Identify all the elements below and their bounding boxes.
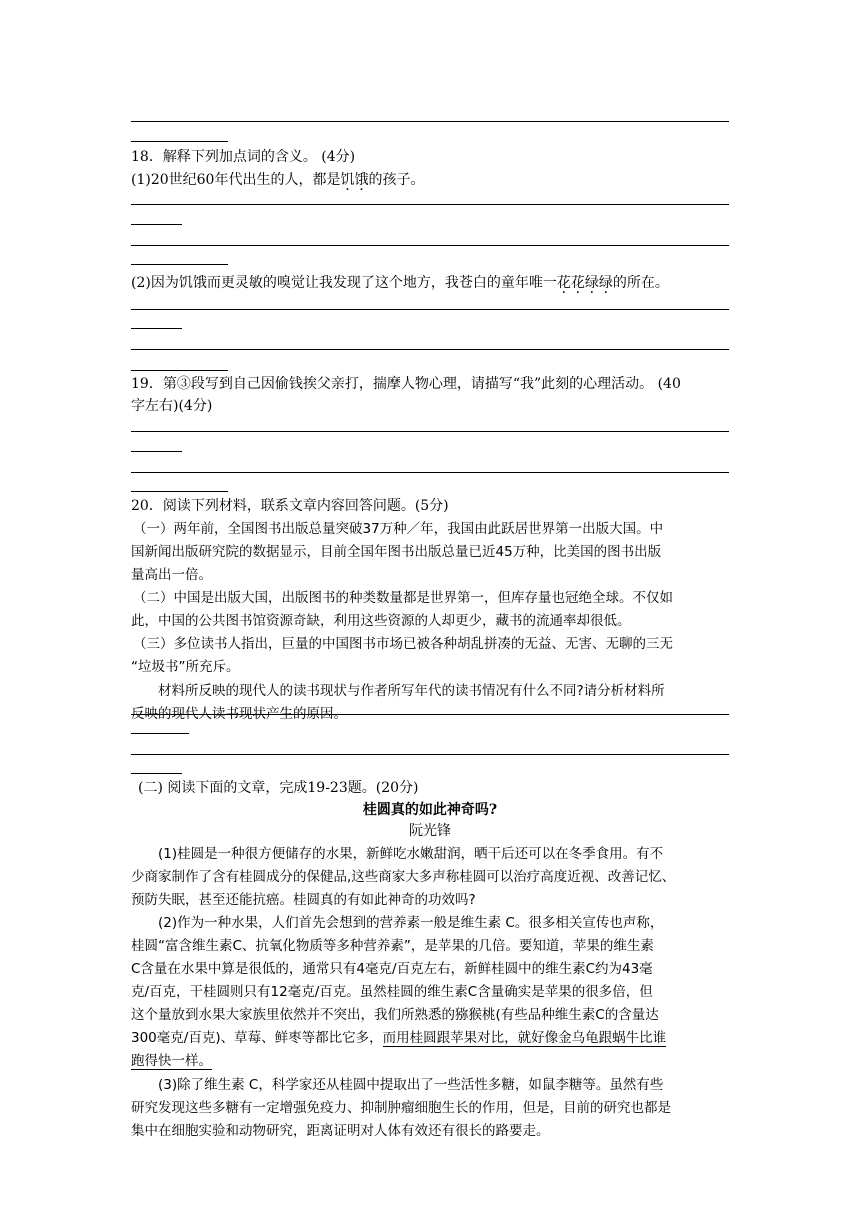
- material-2-line-2: 此，中国的公共图书馆资源奇缺，利用这些资源的人却更少，藏书的流通率却很低。: [131, 613, 631, 629]
- answer-line-tail: [131, 491, 228, 492]
- paragraph-1-line-2: 少商家制作了含有桂圆成分的保健品,这些商家大多声称桂圆可以治疗高度近视、改善记忆、: [131, 869, 676, 885]
- paragraph-3-line-3: 集中在细胞实验和动物研究，距离证明对人体有效还有很长的路要走。: [131, 1123, 550, 1139]
- answer-line-tail: [131, 328, 182, 329]
- answer-line: [131, 754, 729, 755]
- dotted-char: 饿: [354, 172, 369, 188]
- q18-stem: 18．解释下列加点词的含义。 (4分): [131, 149, 356, 165]
- answer-line-tail: [131, 141, 228, 142]
- q18-item-1-tail: 的孩子。: [368, 172, 425, 188]
- material-1-line-2: 国新闻出版研究院的数据显示，目前全国年图书出版总量已近45万种，比美国的图书出版: [131, 544, 662, 560]
- dotted-char: 花: [570, 275, 585, 291]
- material-3-line-1: （三）多位读书人指出，巨量的中国图书市场已被各种胡乱拼凑的无益、无害、无聊的三无: [133, 636, 673, 652]
- answer-line: [131, 121, 729, 122]
- underlined-sentence: 而用桂圆跟苹果对比，就好像金乌龟跟蜗牛比谁: [382, 1030, 667, 1046]
- answer-line: [131, 309, 729, 310]
- answer-line: [131, 431, 729, 432]
- q18-item-2-tail: 的所在。: [612, 275, 669, 291]
- dotted-char: 花: [556, 275, 571, 291]
- material-1-line-3: 量高出一倍。: [131, 567, 212, 583]
- answer-line: [131, 349, 729, 350]
- answer-line: [131, 245, 729, 246]
- q18-item-2-text: (2)因为饥饿而更灵敏的嗅觉让我发现了这个地方，我苍白的童年唯一: [131, 275, 557, 291]
- paragraph-2-line-1: (2)作为一种水果，人们首先会想到的营养素一般是维生素 C。很多相关宣传也声称，: [158, 915, 664, 931]
- material-1-line-1: （一）两年前，全国图书出版总量突破37万种／年，我国由此跃居世界第一出版大国。中: [133, 521, 664, 537]
- paragraph-2-line-7: [131, 1050, 729, 1072]
- q20-prompt-line-1: 材料所反映的现代人的读书现状与作者所写年代的读书情况有什么不同?请分析材料所: [158, 683, 665, 699]
- article-title: 桂圆真的如此神奇吗?: [362, 802, 498, 818]
- dotted-char: 绿: [598, 275, 613, 291]
- section-header: (二) 阅读下面的文章，完成19-23题。(20分): [138, 780, 419, 796]
- q20-prompt-line-2: 反映的现代人读书现状产生的原因。: [131, 706, 347, 722]
- paragraph-2-line-5: 这个量放到水果大家族里依然并不突出，我们所熟悉的猕猴桃(有些品种维生素C的含量达: [131, 1007, 659, 1023]
- article-author: 阮光锋: [409, 823, 451, 839]
- q18-item-2: [131, 272, 729, 294]
- answer-line: [131, 714, 729, 715]
- answer-line-tail: [131, 370, 228, 371]
- dotted-char: 绿: [584, 275, 599, 291]
- paragraph-1-line-1: (1)桂圆是一种很方便储存的水果，新鲜吃水嫩甜润，晒干后还可以在冬季食用。有不: [158, 846, 664, 862]
- q19-stem-line-2: 字左右)(4分): [131, 398, 213, 414]
- q18-item-1-text: (1)20世纪60年代出生的人，都是: [131, 172, 341, 188]
- paragraph-3-line-2: 研究发现这些多糖有一定增强免疫力、抑制肿瘤细胞生长的作用，但是，目前的研究也都是: [131, 1100, 671, 1116]
- q19-stem-line-1: 19．第③段写到自己因偷钱挨父亲打，揣摩人物心理，请描写“我”此刻的心理活动。 (40: [131, 376, 681, 392]
- material-2-line-1: （二）中国是出版大国，出版图书的种类数量都是世界第一，但库存量也冠绝全球。不仅如: [133, 590, 673, 606]
- material-3-line-2: “垃圾书”所充斥。: [131, 659, 240, 675]
- answer-line-tail: [131, 264, 228, 265]
- answer-line-tail: [131, 733, 189, 734]
- answer-line-tail: [131, 451, 182, 452]
- paragraph-2-line-2: 桂圆“富含维生素C、抗氧化物质等多种营养素”，是苹果的几倍。要知道，苹果的维生素: [131, 938, 654, 954]
- paragraph-2-line-4: 克/百克，干桂圆则只有12毫克/百克。虽然桂圆的维生素C含量确实是苹果的很多倍，但: [131, 984, 653, 1000]
- paragraph-2-line-6: [131, 1027, 729, 1049]
- answer-line-tail: [131, 773, 182, 774]
- paragraph-1-line-3: 预防失眠，甚至还能抗癌。桂圆真的有如此神奇的功效吗?: [131, 892, 476, 908]
- answer-line-tail: [131, 224, 182, 225]
- paragraph-2-line-3: C含量在水果中算是很低的，通常只有4毫克/百克左右，新鲜桂圆中的维生素C约为43毫: [131, 961, 653, 977]
- underlined-sentence-end: 跑得快一样。: [131, 1053, 212, 1069]
- answer-line: [131, 204, 729, 205]
- dotted-char: 饥: [340, 172, 355, 188]
- q20-stem: 20．阅读下列材料，联系文章内容回答问题。(5分): [131, 498, 449, 514]
- q18-item-1: [131, 169, 729, 191]
- paragraph-2-line-6-text: 300毫克/百克)、草莓、鲜枣等都比它多，: [131, 1030, 383, 1046]
- paragraph-3-line-1: (3)除了维生素 C，科学家还从桂圆中提取出了一些活性多糖，如鼠李糖等。虽然有些: [158, 1077, 664, 1093]
- answer-line: [131, 472, 729, 473]
